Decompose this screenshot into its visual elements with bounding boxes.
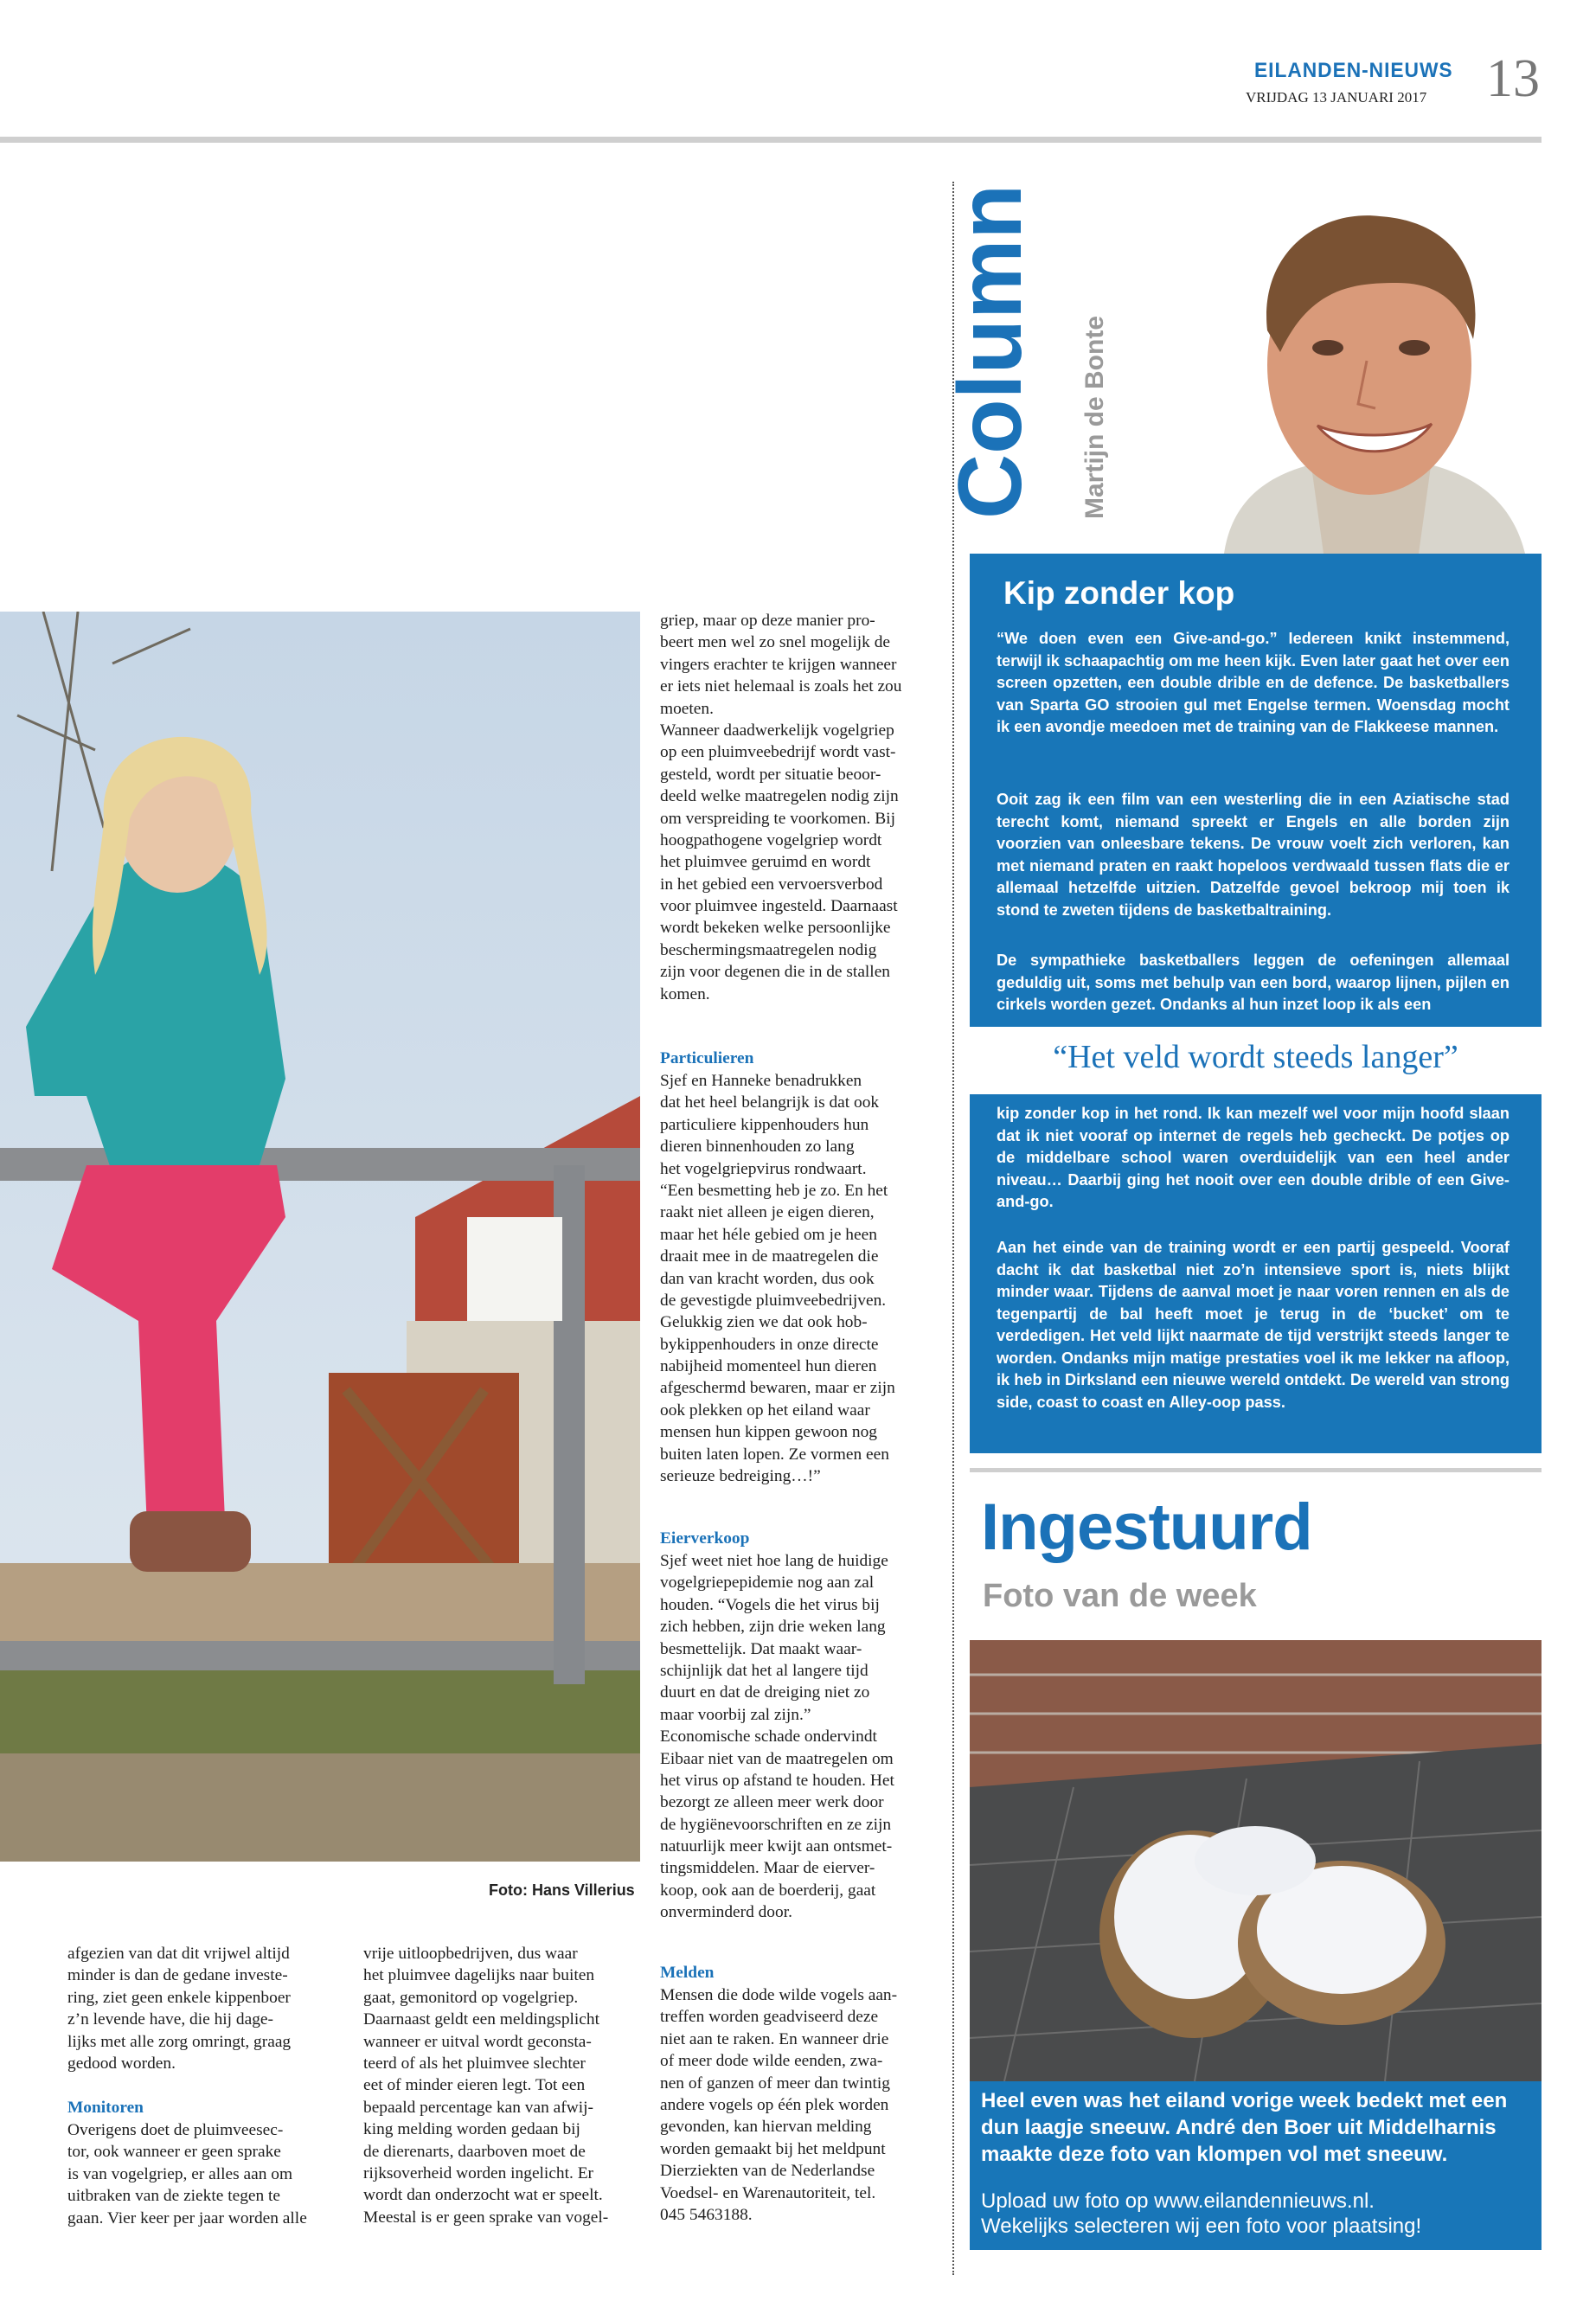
- ingestuurd-subtitle: Foto van de week: [983, 1578, 1257, 1614]
- text-line: hoogpathogene vogelgriep wordt: [660, 830, 882, 849]
- text-line: niet aan te raken. En wanneer drie: [660, 2029, 889, 2048]
- text-line: wanneer er uitval wordt geconsta-: [363, 2032, 592, 2051]
- text-line: Overigens doet de pluimveesec-: [67, 2121, 284, 2139]
- text-line: het virus op afstand te houden. Het: [660, 1771, 894, 1790]
- text-line: het pluimvee geruimd en wordt: [660, 853, 871, 872]
- subheading-particulieren: Particulieren: [660, 1049, 754, 1067]
- text-line: de gevestigde pluimveebedrijven.: [660, 1291, 887, 1310]
- text-line: gedood worden.: [67, 2054, 176, 2073]
- article-column-1: [67, 1943, 343, 2074]
- text-line: maar het héle gebied om je heen: [660, 1225, 877, 1244]
- upload-notice: [981, 2189, 1531, 2239]
- page-number: 13: [1486, 49, 1540, 108]
- text-line: de dierenarts, daarboven moet de: [363, 2142, 586, 2161]
- text-line: gaan. Vier keer per jaar worden alle: [67, 2208, 307, 2227]
- text-line: is van vogelgriep, er alles aan om: [67, 2164, 293, 2183]
- upload-link-text[interactable]: Upload uw foto op www.eilandennieuws.nl.: [981, 2189, 1375, 2213]
- column-author: Martijn de Bonte: [1080, 315, 1109, 519]
- text-line: eet of minder eieren legt. Tot een: [363, 2076, 586, 2095]
- article-particulieren: [660, 1070, 939, 1487]
- text-line: minder is dan de gedane investe-: [67, 1966, 288, 1985]
- subheading-eierverkoop: Eierverkoop: [660, 1529, 750, 1548]
- text-line: Dierziekten van de Nederlandse: [660, 2162, 875, 2181]
- text-line: om verspreiding te voorkomen. Bij: [660, 809, 895, 828]
- text-line: afgezien van dat dit vrijwel altijd: [67, 1945, 290, 1963]
- text-line: beschermingsmaatregelen nodig: [660, 940, 877, 959]
- text-line: treffen worden geadviseerd deze: [660, 2008, 879, 2027]
- text-line: zich hebben, zijn drie weken lang: [660, 1618, 886, 1637]
- text-line: ook plekken op het eiland waar: [660, 1400, 870, 1420]
- text-line: duurt en dat de dreiging niet zo: [660, 1683, 870, 1702]
- text-line: Sjef weet niet hoe lang de huidige: [660, 1552, 888, 1570]
- text-line: of meer dode wilde eenden, zwa-: [660, 2052, 883, 2071]
- text-line: gesteld, wordt per situatie beoor-: [660, 765, 881, 784]
- text-line: lijks met alle zorg omringt, graag: [67, 2032, 292, 2051]
- text-line: uitbraken van de ziekte tegen te: [67, 2187, 281, 2206]
- column-label: Column: [940, 183, 1041, 519]
- text-line: teerd of als het pluimvee slechter: [363, 2054, 586, 2073]
- text-line: Voedsel- en Warenautoriteit, tel.: [660, 2183, 876, 2202]
- upload-note: Wekelijks selecteren wij een foto voor plaatsing!: [981, 2214, 1422, 2238]
- text-line: er iets niet helemaal is zoals het zou: [660, 677, 902, 696]
- text-line: het pluimvee dagelijks naar buiten: [363, 1966, 595, 1985]
- text-line: beert men wel zo snel mogelijk de: [660, 633, 890, 652]
- text-line: natuurlijk meer kwijt aan ontsmet-: [660, 1837, 893, 1856]
- text-line: “Een besmetting heb je zo. En het: [660, 1181, 888, 1200]
- text-line: voor pluimvee ingesteld. Daarnaast: [660, 897, 898, 916]
- text-line: particuliere kippenhouders hun: [660, 1115, 869, 1134]
- text-line: mensen hun kippen gewoon nog: [660, 1423, 877, 1442]
- text-line: z’n levende have, die hij dage-: [67, 2010, 273, 2029]
- column-paragraph: “We doen even een Give-and-go.” Iedereen knikt instemmend, terwijl ik schaapachtig om me heen kijk. Even later gaat het over een screen opzetten, een double drible en de defence. De basketballers van Sparta GO strooien gul met Engelse termen. Woensdag mocht ik een avondje meedoen met de training van de Flakkeese mannen.: [997, 630, 1509, 735]
- article-column-2: [363, 1943, 638, 2228]
- text-line: worden gemaakt bij het meldpunt: [660, 2139, 886, 2158]
- ingestuurd-title: Ingestuurd: [981, 1490, 1312, 1564]
- article-melden: [660, 1984, 939, 2226]
- text-line: schijnlijk dat het al langere tijd: [660, 1661, 869, 1680]
- text-line: Eibaar niet van de maatregelen om: [660, 1749, 894, 1768]
- text-line: Mensen die dode wilde vogels aan-: [660, 1986, 898, 2004]
- text-line: koop, ook aan de boerderij, gaat: [660, 1881, 876, 1900]
- text-line: de hygiënevoorschriften en ze zijn: [660, 1815, 892, 1834]
- article-column-3: [660, 610, 939, 1005]
- section-rule: [970, 1468, 1542, 1472]
- text-line: dan van kracht worden, dus ook: [660, 1269, 875, 1288]
- photo-caption: Heel even was het eiland vorige week bedekt met een dun laagje sneeuw. André den Boer uit Middelharnis maakte deze foto van klompen vol met sneeuw.: [981, 2089, 1508, 2166]
- text-line: nabijheid momenteel hun dieren: [660, 1357, 877, 1376]
- masthead-logo: EILANDEN-NIEUWS: [1254, 59, 1453, 82]
- text-line: Sjef en Hanneke benadrukken: [660, 1072, 862, 1090]
- text-line: moeten.: [660, 699, 714, 718]
- text-line: houden. “Vogels die het virus bij: [660, 1595, 880, 1614]
- author-portrait: [1198, 201, 1541, 554]
- article-monitoren: [67, 2119, 343, 2229]
- text-line: rijksoverheid worden ingelicht. Er: [363, 2163, 594, 2182]
- text-line: komen.: [660, 984, 710, 1003]
- text-line: 045 5463188.: [660, 2205, 753, 2224]
- text-line: vrije uitloopbedrijven, dus waar: [363, 1945, 578, 1963]
- text-line: wordt dan onderzocht wat er speelt.: [363, 2186, 603, 2205]
- text-line: ring, ziet geen enkele kippenboer: [67, 1988, 291, 2007]
- text-line: in het gebied een vervoersverbod: [660, 875, 883, 894]
- text-line: king melding worden gedaan bij: [363, 2120, 580, 2139]
- header-rule: [0, 137, 1542, 143]
- text-line: gaat, gemonitord op vogelgriep.: [363, 1988, 579, 2007]
- column-paragraph: De sympathieke basketballers leggen de oefeningen allemaal geduldig uit, soms met behulp van een bord, waarop lijnen, pijlen en cirkels worden gezet. Ondanks al hun inzet loop ik als een: [997, 952, 1509, 1013]
- text-line: raakt niet alleen je eigen dieren,: [660, 1203, 875, 1222]
- text-line: maar voorbij zal zijn.”: [660, 1705, 811, 1724]
- text-line: dat het heel belangrijk is dat ook: [660, 1093, 880, 1112]
- issue-date: VRIJDAG 13 JANUARI 2017: [1246, 89, 1427, 106]
- column-paragraph: Aan het einde van de training wordt er een partij gespeeld. Vooraf dacht ik dat basketbal niet zo’n intensieve sport is, niets blijkt minder waar. Tijdens de aanval moet je naar voren rennen en als de tegenpartij de bal heeft moet je terug in de ‘bucket’ om te verdedigen. Het veld lijkt naarmate de tijd verstrijkt steeds langer te worden. Ondanks mijn matige prestaties voel ik me lekker na afloop, ik heb in Dirksland een nieuwe wereld ontdekt. De wereld van strong side, coast to coast en Alley-oop pass.: [997, 1239, 1509, 1411]
- text-line: besmettelijk. Dat maakt waar-: [660, 1639, 862, 1658]
- text-line: tor, ook wanneer er geen sprake: [67, 2143, 281, 2162]
- photo-credit: Foto: Hans Villerius: [489, 1881, 635, 1899]
- text-line: zijn voor degenen die in de stallen: [660, 963, 890, 982]
- column-paragraph: Ooit zag ik een film van een westerling die in een Aziatische stad terecht komt, niemand spreekt er Engels en alle borden zijn voorzien van onleesbare tekens. De vrouw voelt zich verloren, kan met niemand praten en raakt hopeloos verdwaald tussen flats die er allemaal hetzelfde uitzien. Datzelfde gevoel bekroop mij toen ik stond te zweten tijdens de basketbaltraining.: [997, 791, 1509, 919]
- text-line: bykippenhouders in onze directe: [660, 1335, 879, 1354]
- column-title: Kip zonder kop: [1003, 575, 1235, 611]
- subheading-melden: Melden: [660, 1964, 715, 1982]
- text-line: serieuze bedreiging…!”: [660, 1467, 821, 1486]
- clogs-photo: [970, 1640, 1542, 2081]
- text-line: Meestal is er geen sprake van vogel-: [363, 2208, 609, 2227]
- text-line: tingsmiddelen. Maar de eierver-: [660, 1859, 875, 1878]
- text-line: griep, maar op deze manier pro-: [660, 612, 875, 630]
- text-line: Wanneer daadwerkelijk vogelgriep: [660, 721, 894, 740]
- text-line: dieren binnenhouden zo lang: [660, 1138, 855, 1157]
- text-line: Economische schade ondervindt: [660, 1727, 877, 1747]
- text-line: deeld welke maatregelen nodig zijn: [660, 787, 899, 806]
- pull-quote: “Het veld wordt steeds langer”: [1053, 1039, 1458, 1075]
- text-line: nen of ganzen of meer dan twintig: [660, 2073, 890, 2093]
- text-line: andere vogels op één plek worden: [660, 2095, 889, 2114]
- text-line: vingers erachter te krijgen wanneer: [660, 655, 897, 674]
- text-line: wordt bekeken welke persoonlijke: [660, 919, 891, 938]
- text-line: draait mee in de maatregelen die: [660, 1247, 879, 1266]
- text-line: bezorgt ze alleen meer werk door: [660, 1793, 884, 1812]
- article-eierverkoop: [660, 1550, 939, 1924]
- column-paragraph: kip zonder kop in het rond. Ik kan mezelf wel voor mijn hoofd slaan dat ik niet vooraf op internet de regels heb gecheckt. De potjes op de middelbare school waren overduidelijk van een heel ander niveau… Daarbij ging het nooit over een double drible of een Give-and-go.: [997, 1105, 1509, 1210]
- text-line: het vogelgriepvirus rondwaart.: [660, 1159, 867, 1178]
- text-line: Gelukkig zien we dat ook hob-: [660, 1313, 868, 1332]
- subheading-monitoren: Monitoren: [67, 2099, 144, 2117]
- text-line: onverminderd door.: [660, 1903, 792, 1922]
- text-line: buiten laten lopen. Ze vormen een: [660, 1445, 889, 1464]
- text-line: vogelgriepepidemie nog aan zal: [660, 1574, 875, 1593]
- text-line: bepaald percentage kan van afwij-: [363, 2098, 593, 2117]
- text-line: Daarnaast geldt een meldingsplicht: [363, 2010, 599, 2029]
- text-line: op een pluimveebedrijf wordt vast-: [660, 743, 896, 762]
- text-line: afgeschermd bewaren, maar er zijn: [660, 1379, 895, 1398]
- girl-on-fence-photo: [0, 612, 640, 1862]
- text-line: gevonden, kan hiervan melding: [660, 2118, 872, 2137]
